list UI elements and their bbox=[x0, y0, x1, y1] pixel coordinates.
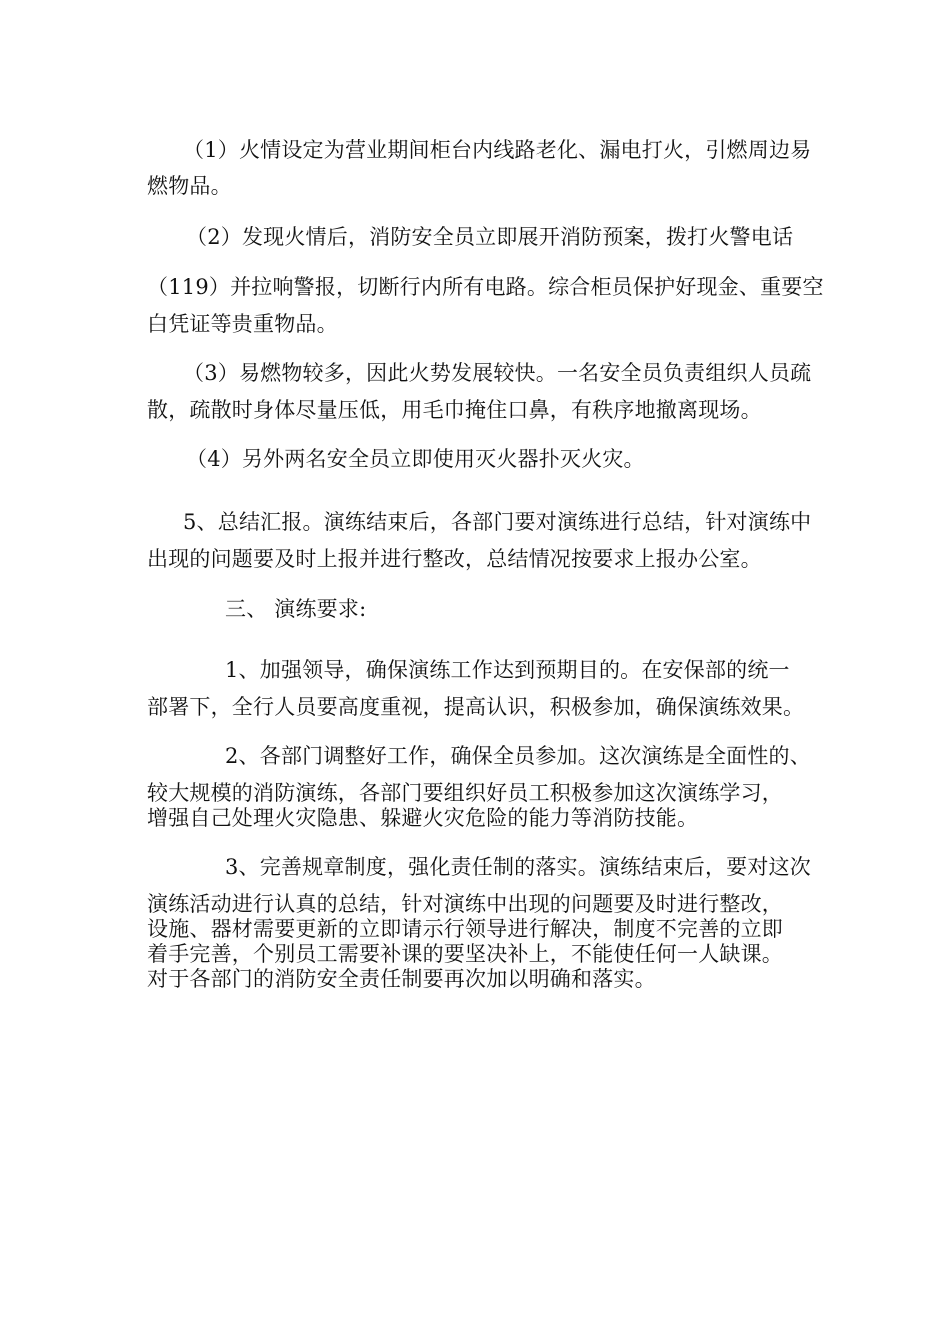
paragraph-2-line-3: 白凭证等贵重物品。 bbox=[147, 312, 338, 336]
requirement-1-line-2: 部署下，全行人员要高度重视，提高认识，积极参加，确保演练效果。 bbox=[147, 695, 805, 719]
requirement-1-line-1: 1、加强领导，确保演练工作达到预期目的。在安保部的统一 bbox=[225, 658, 790, 682]
paragraph-5-line-2: 出现的问题要及时上报并进行整改，总结情况按要求上报办公室。 bbox=[147, 547, 762, 571]
requirement-2-line-3: 增强自己处理火灾隐患、躲避火灾危险的能力等消防技能。 bbox=[147, 806, 699, 830]
requirement-3-line-2: 演练活动进行认真的总结，针对演练中出现的问题要及时进行整改， bbox=[147, 892, 783, 916]
section-heading: 三、 演练要求: bbox=[225, 597, 367, 621]
requirement-2-line-2: 较大规模的消防演练，各部门要组织好员工积极参加这次演练学习， bbox=[147, 781, 783, 805]
requirement-3-line-5: 对于各部门的消防安全责任制要再次加以明确和落实。 bbox=[147, 967, 656, 991]
requirement-3-line-4: 着手完善，个别员工需要补课的要坚决补上，不能使任何一人缺课。 bbox=[147, 942, 783, 966]
requirement-3-line-1: 3、完善规章制度，强化责任制的落实。演练结束后，要对这次 bbox=[225, 855, 811, 879]
paragraph-2-line-1: （2）发现火情后，消防安全员立即展开消防预案，拨打火警电话 bbox=[186, 225, 794, 249]
paragraph-1-line-1: （1）火情设定为营业期间柜台内线路老化、漏电打火，引燃周边易 bbox=[183, 138, 812, 162]
paragraph-5-line-1: 5、总结汇报。演练结束后，各部门要对演练进行总结，针对演练中 bbox=[183, 510, 812, 534]
paragraph-3-line-2: 散，疏散时身体尽量压低，用毛巾掩住口鼻，有秩序地撤离现场。 bbox=[147, 398, 762, 422]
paragraph-1-line-2: 燃物品。 bbox=[147, 174, 232, 198]
paragraph-2-line-2: （119）并拉响警报，切断行内所有电路。综合柜员保护好现金、重要空 bbox=[147, 275, 824, 299]
requirement-2-line-1: 2、各部门调整好工作，确保全员参加。这次演练是全面性的、 bbox=[225, 744, 811, 768]
paragraph-4-line-1: （4）另外两名安全员立即使用灭火器扑灭火灾。 bbox=[186, 447, 645, 471]
requirement-3-line-3: 设施、器材需要更新的立即请示行领导进行解决，制度不完善的立即 bbox=[147, 917, 783, 941]
paragraph-3-line-1: （3）易燃物较多，因此火势发展较快。一名安全员负责组织人员疏 bbox=[183, 361, 812, 385]
